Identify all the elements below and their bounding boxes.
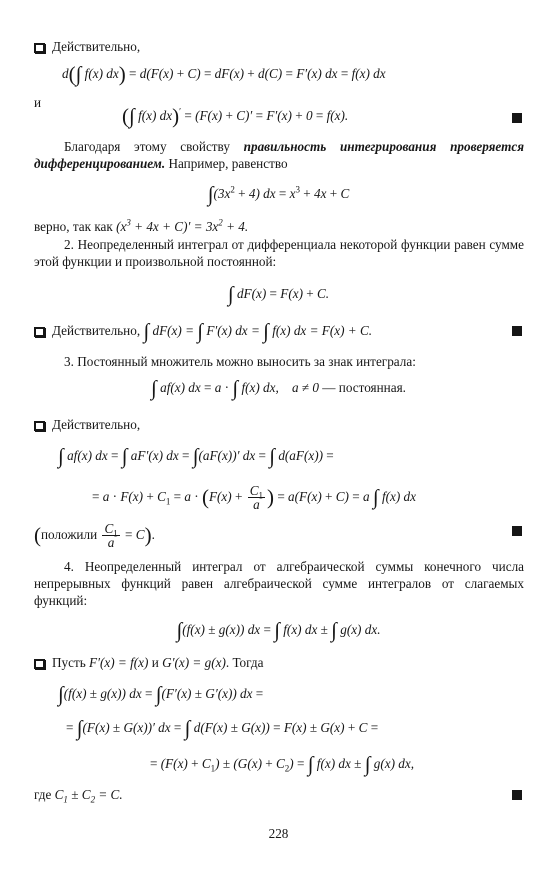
proof-property-2: Действительно, ∫ dF(x) = ∫ F′(x) dx = ∫ f(x) dx = F(x) + C. bbox=[34, 322, 524, 339]
formula-eq7: = $a \cdot F(x) + C_1 = a \cdot (F(x)$ + $\frac{C_1}{a}$ ) = a(F(x) + C) = a ∫ f(x) dx bbox=[92, 483, 416, 512]
proof-start-square-icon bbox=[34, 327, 45, 337]
formula-eq4: ∫ dF(x) = F(x) + C. bbox=[227, 282, 330, 306]
note-substitution: (положили $\frac{C_1}{a}$ = C). bbox=[34, 521, 155, 550]
qed-square-icon bbox=[512, 113, 522, 123]
line-true-because: верно, так как $(x^3 + 4x + C)' = 3x^2 + 4$. bbox=[34, 217, 249, 234]
proof-start-square-icon bbox=[34, 659, 45, 669]
qed-square-icon bbox=[512, 326, 522, 336]
proof-start-square-icon bbox=[34, 421, 45, 431]
word-and: и bbox=[34, 95, 42, 110]
property-2: 2. Неопределенный интеграл от дифференциала некоторой функции равен сумме этой функции и произвольной постоянной: bbox=[34, 237, 524, 269]
proof-intro-1: Действительно, bbox=[34, 38, 524, 55]
formula-eq2: (∫ f(x) dx)′ = (F(x) + C)′ = F′(x) + 0 = f(x). bbox=[122, 104, 349, 128]
formula-eq8: ∫(f(x) ± g(x)) dx = ∫ f(x) dx ± ∫ g(x) dx. bbox=[176, 618, 381, 642]
paragraph-verification: Благодаря этому свойству правильность интегрирования проверяется дифференцированием. Например, равенство bbox=[34, 139, 524, 171]
formula-eq5: ∫ af(x) dx = a · ∫ f(x) dx, a ≠ 0 — постоянная. bbox=[151, 376, 406, 400]
formula-eq10: = ∫(F(x) ± G(x))′ dx = ∫ d(F(x) ± G(x)) = F(x) ± G(x) + C = bbox=[66, 716, 379, 740]
formula-eq3: $\int(3x^2 + 4)$ dx = $x^3 + 4x + C$ bbox=[207, 182, 350, 206]
page-number: 228 bbox=[268, 826, 289, 841]
property-4: 4. Неопределенный интеграл от алгебраической суммы конечного числа непрерывных функций равен алгебраической сумме интегралов от слагаемых функций: bbox=[34, 559, 524, 608]
formula-eq6: ∫ af(x) dx = ∫ aF′(x) dx = ∫(aF(x))′ dx = ∫ d(aF(x)) = bbox=[58, 444, 334, 468]
property-3: 3. Постоянный множитель можно выносить за знак интеграла: bbox=[64, 354, 416, 369]
qed-square-icon bbox=[512, 526, 522, 536]
qed-square-icon bbox=[512, 790, 522, 800]
proof-start-square-icon bbox=[34, 43, 45, 53]
line-where: где $C_1 \pm C_2 = C$. bbox=[34, 787, 123, 805]
formula-eq11: = $(F(x) + C_1) \pm (G(x) + C_2)$ = ∫ f(x) dx ± ∫ g(x) dx, bbox=[150, 752, 415, 776]
proof-intro-4: Пусть F′(x) = f(x) и G′(x) = g(x). Тогда bbox=[34, 654, 524, 671]
formula-eq9: ∫(f(x) ± g(x)) dx = ∫(F′(x) ± G′(x)) dx = bbox=[58, 682, 264, 706]
proof-intro-3: Действительно, bbox=[34, 416, 524, 433]
formula-eq1: d(∫ f(x) dx) = d(F(x) + C) = dF(x) + d(C) = F′(x) dx = f(x) dx bbox=[62, 62, 386, 86]
